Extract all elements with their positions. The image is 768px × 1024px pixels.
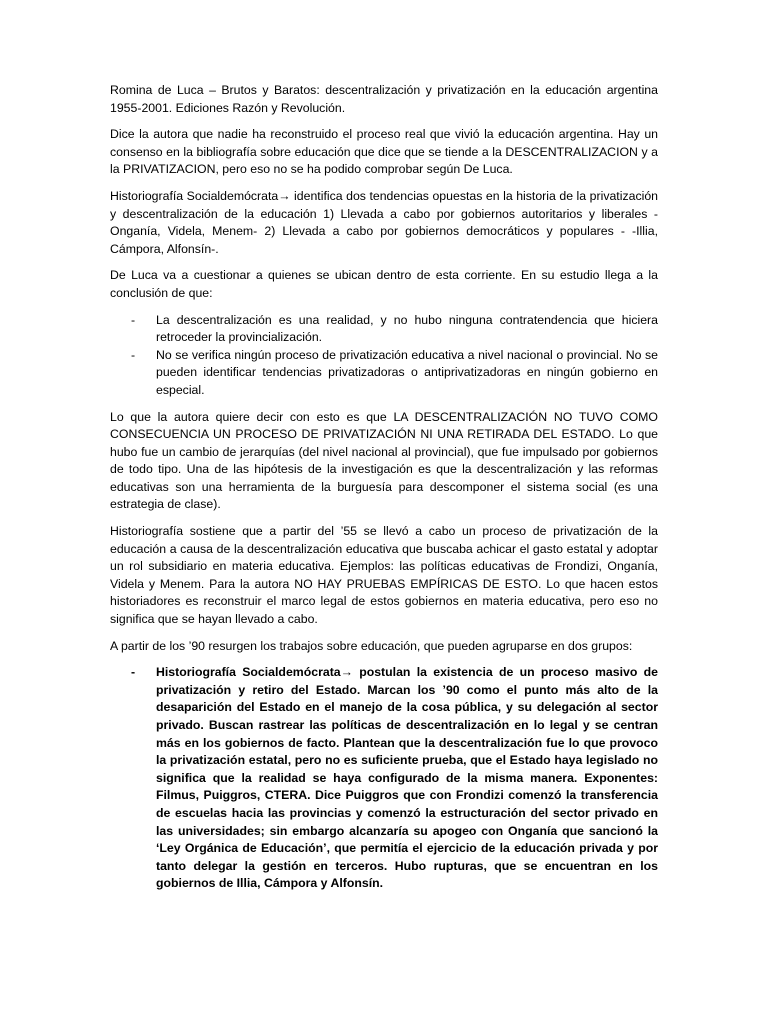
list-item-text: Historiografía Socialdemócrata→ postulan la existencia de un proceso masivo de privatización y retiro del Estado. Marcan los ’90 como el punto más alto de la desaparición del Estado en el manejo de la cosa pública, y su delegación al sector privado. Buscan rastrear las políticas de descentralización en lo legal y se centran más en los gobiernos de facto. Plantean que la descentralización fue lo que provoco la privatización estatal, pero no es suficiente prueba, que el Estado haya legislado no significa que la realidad se haya configurado de la misma manera. Exponentes: Filmus, Puiggros, CTERA. Dice Puiggros que con Frondizi comenzó la transferencia de escuelas hacia las provincias y comenzó la estructuración del sector privado en las universidades; sin embargo alcanzaría su apogeo con Onganía que sancionó la ‘Ley Orgánica de Educación’, que permitía el ejercicio de la educación privada y por tanto delegar la gestión en terceros. Hubo rupturas, que se encuentran en los gobiernos de Illia, Cámpora y Alfonsín.: [156, 665, 658, 891]
paragraph-citation: Romina de Luca – Brutos y Baratos: descentralización y privatización en la educación argentina 1955-2001. Ediciones Razón y Revolución.: [110, 83, 658, 115]
conclusions-list: [110, 312, 658, 400]
list-item: [110, 312, 658, 347]
list-item-text: La descentralización es una realidad, y no hubo ninguna contratendencia que hiciera retroceder la provincialización.: [156, 312, 658, 345]
list-dash: -: [131, 347, 136, 362]
document-page: [110, 82, 658, 902]
list-item-text: No se verifica ningún proceso de privatización educativa a nivel nacional o provincial. No se pueden identificar tendencias privatizadoras o antiprivatizadoras en ningún gobierno en especial.: [156, 347, 658, 397]
paragraph-intro: Dice la autora que nadie ha reconstruido el proceso real que vivió la educación argentina. Hay un consenso en la bibliografía sobre educación que dice que se tiende a la DESCENTRALIZACION y a la PRIVATIZACION, pero eso no se ha podido comprobar según De Luca.: [110, 127, 658, 177]
list-dash: -: [131, 312, 136, 327]
list-item: [110, 664, 658, 893]
groups-list: [110, 664, 658, 893]
list-dash: -: [131, 665, 136, 680]
paragraph-autora: Lo que la autora quiere decir con esto es que LA DESCENTRALIZACIÓN NO TUVO COMO CONSECUENCIA UN PROCESO DE PRIVATIZACIÓN NI UNA RETIRADA DEL ESTADO. Lo que hubo fue un cambio de jerarquías (del nivel nacional al provincial), que fue impulsado por gobiernos de todo tipo. Una de las hipótesis de la investigación es que la descentralización y las reformas educativas son una herramienta de la burguesía para descomponer el sistema social (es una estrategia de clase).: [110, 409, 658, 512]
list-item: [110, 347, 658, 400]
paragraph-noventa: A partir de los ’90 resurgen los trabajos sobre educación, que pueden agruparse en dos grupos:: [110, 638, 633, 653]
paragraph-historiografia: Historiografía sostiene que a partir del ’55 se llevó a cabo un proceso de privatización de la educación a causa de la descentralización educativa que buscaba achicar el gasto estatal y adoptar un rol subsidiario en materia educativa. Ejemplos: las políticas educativas de Frondizi, Onganía, Videla y Menem. Para la autora NO HAY PRUEBAS EMPÍRICAS DE ESTO. Lo que hacen estos historiadores es reconstruir el marco legal de estos gobiernos en materia educativa, pero eso no significa que se hayan llevado a cabo.: [110, 524, 658, 627]
paragraph-socialdemocrata: Historiografía Socialdemócrata→ identifica dos tendencias opuestas en la historia de la privatización y descentralización de la educación 1) Llevada a cabo por gobiernos autoritarios y liberales -Onganía, Videla, Menem- 2) Llevada a cabo por gobiernos democráticos y populares - -Illia, Cámpora, Alfonsín-.: [110, 188, 658, 256]
paragraph-cuestionamiento: De Luca va a cuestionar a quienes se ubican dentro de esta corriente. En su estudio llega a la conclusión de que:: [110, 268, 658, 300]
